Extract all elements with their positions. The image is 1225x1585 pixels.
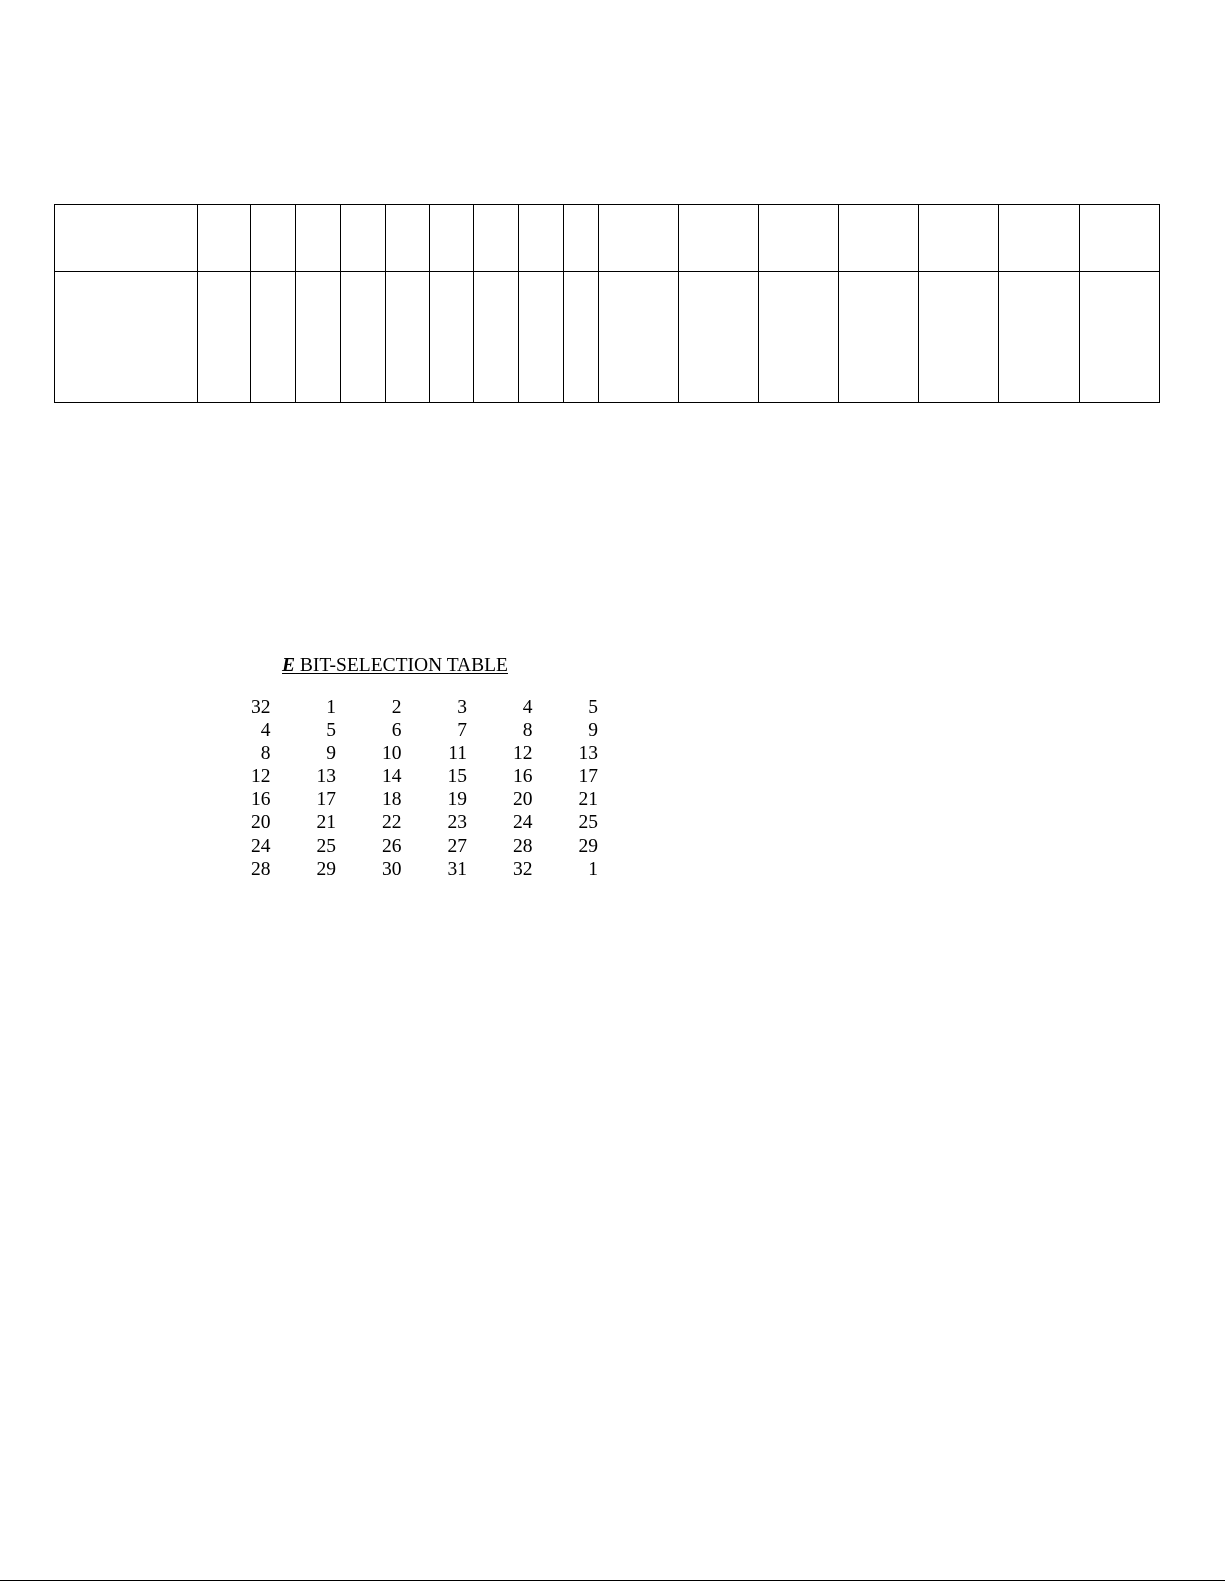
bit-table-cell: 1 bbox=[588, 858, 598, 880]
grid-cell bbox=[251, 272, 296, 403]
bit-table-cell: 25 bbox=[316, 835, 336, 857]
grid-row-header bbox=[55, 205, 1160, 272]
bit-table-cell: 15 bbox=[447, 766, 467, 788]
bit-table-row bbox=[205, 719, 598, 742]
bit-table-row bbox=[205, 835, 598, 858]
bit-table-cell: 29 bbox=[316, 858, 336, 880]
bit-table-cell: 5 bbox=[588, 697, 598, 718]
grid-cell bbox=[759, 205, 839, 272]
grid-cell bbox=[296, 272, 341, 403]
grid-cell bbox=[251, 205, 296, 272]
bit-selection-table bbox=[205, 696, 598, 881]
grid-cell bbox=[679, 272, 759, 403]
bit-table-row bbox=[205, 742, 598, 765]
grid-cell bbox=[599, 272, 679, 403]
bit-table-cell: 9 bbox=[326, 743, 336, 765]
grid-cell bbox=[1080, 272, 1160, 403]
grid-row-body bbox=[55, 272, 1160, 403]
bit-table-cell: 6 bbox=[391, 720, 402, 742]
bit-table-cell: 8 bbox=[260, 743, 271, 765]
bit-table-cell: 24 bbox=[513, 812, 533, 834]
grid-cell bbox=[341, 272, 386, 403]
grid-cell bbox=[999, 272, 1080, 403]
bit-table-cell: 19 bbox=[447, 789, 467, 811]
grid-cell bbox=[55, 272, 198, 403]
bit-table-cell: 20 bbox=[251, 812, 271, 834]
bit-table-cell: 1 bbox=[326, 697, 336, 718]
title-emphasis-letter: E bbox=[282, 655, 296, 676]
bit-table-cell: 12 bbox=[251, 766, 271, 788]
bit-table-row bbox=[205, 765, 598, 788]
bit-selection-table-title bbox=[200, 655, 590, 677]
grid-cell bbox=[296, 205, 341, 272]
grid-cell bbox=[839, 205, 919, 272]
grid-cell bbox=[474, 205, 519, 272]
bit-table-cell: 13 bbox=[316, 766, 336, 788]
grid-cell bbox=[679, 205, 759, 272]
bit-table-cell: 4 bbox=[260, 720, 271, 742]
bit-table-cell: 9 bbox=[588, 720, 598, 742]
grid-cell bbox=[999, 205, 1080, 272]
bit-table-cell: 29 bbox=[578, 835, 598, 857]
grid-cell bbox=[55, 205, 198, 272]
bit-table-cell: 32 bbox=[513, 858, 533, 880]
title-text: BIT-SELECTION TABLE bbox=[295, 655, 508, 676]
bit-table-cell: 31 bbox=[447, 858, 467, 880]
bit-table-row bbox=[205, 696, 598, 719]
bit-table-row bbox=[205, 811, 598, 834]
bit-table-cell: 25 bbox=[578, 812, 598, 834]
grid-cell bbox=[1080, 205, 1160, 272]
bit-table-cell: 16 bbox=[251, 789, 271, 811]
bit-table-cell: 18 bbox=[382, 789, 402, 811]
bit-table-cell: 10 bbox=[382, 743, 402, 765]
grid-cell bbox=[759, 272, 839, 403]
bit-table-row bbox=[205, 858, 598, 881]
grid-cell bbox=[919, 205, 999, 272]
bit-table-cell: 7 bbox=[457, 720, 467, 742]
page-bottom-rule bbox=[0, 1580, 1225, 1581]
grid-cell bbox=[564, 272, 599, 403]
bit-table-cell: 17 bbox=[578, 766, 598, 788]
grid-cell bbox=[474, 272, 519, 403]
bit-table-cell: 3 bbox=[457, 697, 467, 718]
grid-cell bbox=[839, 272, 919, 403]
bit-table-cell: 16 bbox=[513, 766, 533, 788]
bit-table-cell: 14 bbox=[382, 766, 402, 788]
bit-table-cell: 17 bbox=[316, 789, 336, 811]
bit-table-cell: 28 bbox=[251, 858, 271, 880]
bit-table-cell: 11 bbox=[448, 743, 467, 765]
bit-table-cell: 30 bbox=[382, 858, 402, 880]
grid-cell bbox=[599, 205, 679, 272]
bit-table-cell: 23 bbox=[447, 812, 467, 834]
bit-table-cell: 2 bbox=[391, 697, 402, 718]
bit-table-cell: 21 bbox=[578, 789, 598, 811]
bit-table-cell: 22 bbox=[382, 812, 402, 834]
bit-table-cell: 13 bbox=[578, 743, 598, 765]
bit-table-cell: 32 bbox=[251, 697, 271, 718]
grid-cell bbox=[198, 205, 251, 272]
bit-table-cell: 4 bbox=[522, 697, 533, 718]
grid-cell bbox=[564, 205, 599, 272]
bit-table-cell: 28 bbox=[513, 835, 533, 857]
bit-table-row bbox=[205, 788, 598, 811]
grid-cell bbox=[430, 205, 474, 272]
bit-table-cell: 12 bbox=[513, 743, 533, 765]
bit-table-cell: 5 bbox=[326, 720, 336, 742]
bit-table-cell: 24 bbox=[251, 835, 271, 857]
bit-table-cell: 20 bbox=[513, 789, 533, 811]
grid-cell bbox=[919, 272, 999, 403]
bit-table-cell: 8 bbox=[522, 720, 533, 742]
grid-cell bbox=[198, 272, 251, 403]
bit-table-cell: 26 bbox=[382, 835, 402, 857]
grid-cell bbox=[341, 205, 386, 272]
grid-cell bbox=[386, 205, 430, 272]
bit-table-cell: 27 bbox=[447, 835, 467, 857]
grid-cell bbox=[519, 272, 564, 403]
grid-cell bbox=[386, 272, 430, 403]
bit-table-cell: 21 bbox=[316, 812, 336, 834]
grid-cell bbox=[430, 272, 474, 403]
grid-cell bbox=[519, 205, 564, 272]
empty-grid-table bbox=[54, 204, 1160, 403]
